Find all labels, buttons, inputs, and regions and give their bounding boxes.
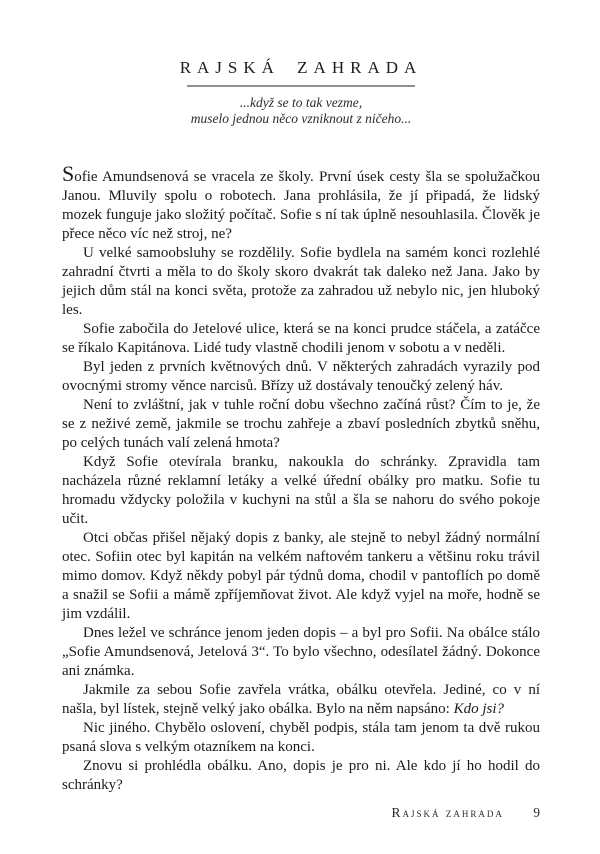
body-text xyxy=(62,163,540,795)
page-number: 9 xyxy=(533,805,540,820)
raised-initial-letter: S xyxy=(62,161,75,186)
paragraph xyxy=(62,719,540,757)
text-segment: Jakmile za sebou Sofie zavřela vrátka, obálku otevřela. Jediné, co v ní našla, byl lístek, stejně velký jako obálka. Bylo na něm napsáno: xyxy=(62,682,540,717)
text-segment: Nic jiného. Chybělo oslovení, chyběl podpis, stála tam jenom ta dvě rukou psaná slova s velkým otazníkem na konci. xyxy=(62,720,540,755)
page-content xyxy=(62,58,540,795)
text-segment: U velké samoobsluhy se rozdělily. Sofie bydlela na samém konci rozlehlé zahradní čtvrti a měla to do školy skoro dvakrát tak daleko než Jana. Jako by jejich dům stál na konci světa, protože za zahradou už nebylo nic, jen hluboký les. xyxy=(62,245,540,318)
text-segment: Otci občas přišel nějaký dopis z banky, ale stejně to nebyl žádný normální otec. Sofiin otec byl kapitán na velkém naftovém tankeru a většinu roku trávil mimo domov. Když někdy pobyl pár týdnů doma, chodil v pantoflích po domě a snažil se Sofii a mámě zpříjemňovat život. Ale když vyjel na moře, hodně se jim vzdálil. xyxy=(62,530,540,622)
paragraph xyxy=(62,358,540,396)
footer-chapter-title: Rajská zahrada xyxy=(391,805,504,820)
paragraph xyxy=(62,163,540,244)
chapter-header xyxy=(62,58,540,127)
page-footer xyxy=(62,805,540,821)
paragraph xyxy=(62,396,540,453)
epigraph xyxy=(62,95,540,127)
text-segment: Znovu si prohlédla obálku. Ano, dopis je pro ni. Ale kdo jí ho hodil do schránky? xyxy=(62,758,540,793)
title-rule xyxy=(187,85,415,87)
paragraph xyxy=(62,757,540,795)
paragraph xyxy=(62,681,540,719)
text-segment: Sofie zabočila do Jetelové ulice, která se na konci prudce stáčela, a zatáčce se říkalo Kapitánova. Lidé tudy vlastně chodili jenom v sobotu a v neděli. xyxy=(62,321,540,356)
paragraph xyxy=(62,453,540,529)
text-segment: Byl jeden z prvních květnových dnů. V některých zahradách vyrazily pod ovocnými stromy věnce narcisů. Břízy už dostávaly tenoučký zelený háv. xyxy=(62,359,540,394)
paragraph xyxy=(62,529,540,624)
epigraph-line-1: ...když se to tak vezme, xyxy=(239,95,363,110)
epigraph-line-2: muselo jednou něco vzniknout z ničeho... xyxy=(190,111,412,126)
text-segment: Není to zvláštní, jak v tuhle roční dobu všechno začíná růst? Čím to je, že se z neživé země, jakmile se trochu zahřeje a zbaví posledních zbytků sněhu, po celých tunách valí zelená hmota? xyxy=(62,397,540,451)
text-segment: Když Sofie otevírala branku, nakoukla do schránky. Zpravidla tam nacházela různé reklamní letáky a velké úřední obálky pro matku. Sofie tu hromadu vždycky položila v kuchyni na stůl a šla se nahoru do svého pokoje učit. xyxy=(62,454,540,527)
text-segment: Dnes ležel ve schránce jenom jeden dopis – a byl pro Sofii. Na obálce stálo „Sofie Amundsenová, Jetelová 3“. To bylo všechno, odesílatel žádný. Dokonce ani známka. xyxy=(62,625,540,679)
italic-text-segment: Kdo jsi? xyxy=(453,701,505,717)
paragraph xyxy=(62,624,540,681)
text-segment: ofie Amundsenová se vracela ze školy. První úsek cesty šla se spolužačkou Janou. Mluvily spolu o robotech. Jana prohlásila, že jí připadá, že lidský mozek funguje jako složitý počítač. Sofie s ní tak úplně nesouhlasila. Člověk je přece něco víc než stroj, ne? xyxy=(62,169,540,242)
paragraph xyxy=(62,244,540,320)
chapter-title: RAJSKÁ ZAHRADA xyxy=(179,58,423,77)
paragraph xyxy=(62,320,540,358)
